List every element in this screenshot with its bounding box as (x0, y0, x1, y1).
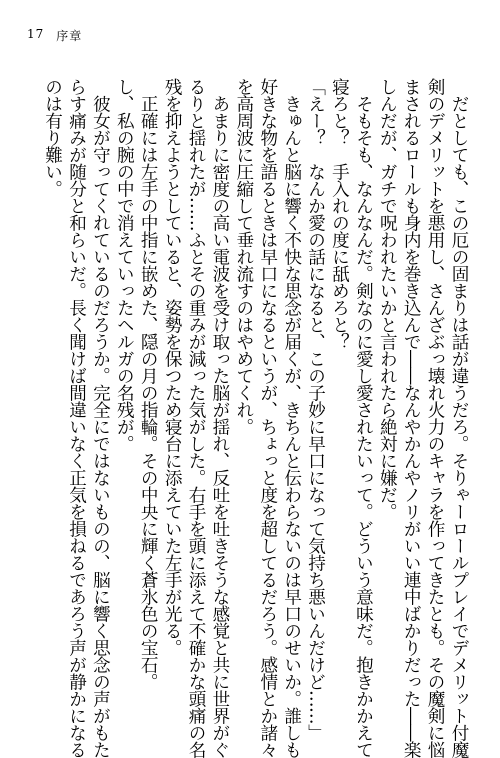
chapter-title: 序章 (56, 29, 83, 43)
text-line: だとしても、この厄の固まりは話が違うだろ。そりゃーロールプレイでデメリット付魔 (449, 78, 469, 758)
text-line: まされるロールも身内を巻き込んで――なんやかんやノリがいい連中ばかりだった――楽 (401, 78, 422, 758)
text-line: あまりに密度の高い電波を受け取った脳が揺れ、反吐を吐きそうな感覚と共に世界がぐ (209, 78, 230, 758)
text-line: らす痛みが随分と和らいだ。長く聞けば間違いなく正気を損ねるであろう声が静かになる (66, 78, 87, 758)
text-line: 好きな物を語るときは早口になるというが、ちょっと度を超してるだろう。感情とか諸々 (257, 78, 278, 758)
text-line: 「えー？ なんか愛の話になると、この子妙に早口になって気持ち悪いんだけど……」 (305, 78, 326, 741)
text-line: きゅんと脳に響く不快な思念が届くが、きちんと伝わらないのは早口のせいか。誰しも (281, 78, 302, 758)
text-line: 寝ろと？ 手入れの度に舐めろと？ (329, 78, 350, 350)
page-header (27, 27, 82, 44)
text-line: るりと揺れたが……ふとその重みが減った気がした。右手を頭に添えて不確かな頭痛の名 (186, 78, 207, 758)
page-number: 17 (27, 27, 45, 41)
text-line: そもそも、なんなんだ。剣なのに愛し愛されたいって。どういう意味だ。抱きかかえて (353, 78, 374, 758)
text-line: 正確には左手の中指に嵌めた、隠の月の指輪。その中央に輝く蒼氷色の宝石。 (138, 78, 159, 690)
text-line: 彼女が守ってくれているのだろうか。完全にではないものの、脳に響く思念の声がもた (90, 78, 111, 758)
text-line: を高周波に圧縮して垂れ流すのはやめてくれ。 (233, 78, 254, 435)
vertical-text-body (40, 78, 470, 758)
text-line: のは有り難い。 (42, 78, 63, 197)
text-line: しんだが、ガチで呪われたいかと言われたら絶対に嫌だ。 (377, 78, 398, 520)
text-line: 剣のデメリットを悪用し、さんざぶっ壊れ火力のキャラを作ってきたとも。その魔剣に悩 (425, 78, 446, 758)
text-line: 残を抑えようとしていると、姿勢を保つため寝台に添えていた左手が光る。 (162, 78, 183, 656)
text-line: し、私の腕の中で消えていったヘルガの名残が。 (114, 78, 135, 452)
